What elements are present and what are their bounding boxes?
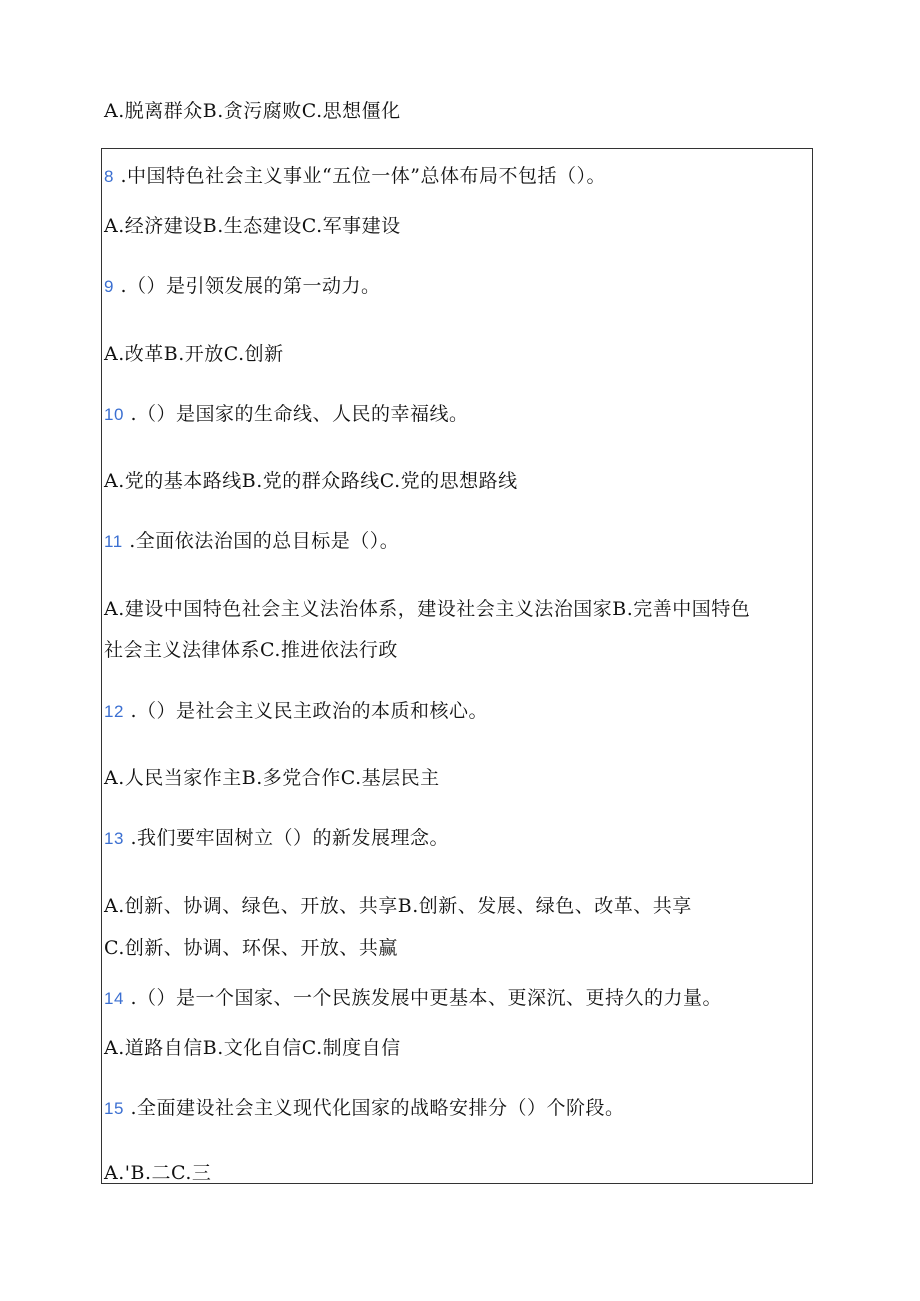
options-15: A.'B.二C.三 xyxy=(104,1162,212,1184)
options-13-line2: C.创新、协调、环保、开放、共赢 xyxy=(104,937,398,959)
question-text: .（）是一个国家、一个民族发展中更基本、更深沉、更持久的力量。 xyxy=(123,987,723,1009)
question-10 xyxy=(104,402,469,427)
question-number: 9 xyxy=(104,277,114,296)
question-number: 8 xyxy=(104,167,114,186)
question-text: .我们要牢固树立（）的新发展理念。 xyxy=(123,827,450,849)
options-9: A.改革B.开放C.创新 xyxy=(104,343,284,365)
options-10: A.党的基本路线B.党的群众路线C.党的思想路线 xyxy=(104,470,518,492)
question-number: 14 xyxy=(104,989,124,1008)
options-11-line1: A.建设中国特色社会主义法治体系，建设社会主义法治国家B.完善中国特色 xyxy=(104,598,751,620)
question-number: 15 xyxy=(104,1099,124,1118)
question-12 xyxy=(104,699,488,724)
top-options: A.脱离群众B.贪污腐败C.思想僵化 xyxy=(104,100,401,122)
options-12: A.人民当家作主B.多党合作C.基层民主 xyxy=(104,767,440,789)
question-text: .（）是国家的生命线、人民的幸福线。 xyxy=(123,403,469,425)
questions-box xyxy=(101,148,813,1184)
question-number: 11 xyxy=(104,532,123,551)
question-text: .中国特色社会主义事业“五位一体”总体布局不包括（）。 xyxy=(113,165,606,187)
question-15 xyxy=(104,1096,625,1121)
options-11-line2: 社会主义法律体系C.推进依法行政 xyxy=(104,639,398,661)
question-8 xyxy=(104,164,606,189)
options-8: A.经济建设B.生态建设C.军事建设 xyxy=(104,215,401,237)
question-9 xyxy=(104,274,381,299)
question-text: .全面依法治国的总目标是（）。 xyxy=(122,530,400,552)
question-number: 10 xyxy=(104,405,124,424)
options-13-line1: A.创新、协调、绿色、开放、共享B.创新、发展、绿色、改革、共享 xyxy=(104,895,692,917)
question-number: 12 xyxy=(104,702,124,721)
question-14 xyxy=(104,986,722,1011)
question-13 xyxy=(104,826,449,851)
question-text: .（）是社会主义民主政治的本质和核心。 xyxy=(123,700,489,722)
options-14: A.道路自信B.文化自信C.制度自信 xyxy=(104,1037,401,1059)
question-text: .全面建设社会主义现代化国家的战略安排分（）个阶段。 xyxy=(123,1097,625,1119)
question-number: 13 xyxy=(104,829,124,848)
question-text: .（）是引领发展的第一动力。 xyxy=(113,275,381,297)
question-11 xyxy=(104,529,399,554)
